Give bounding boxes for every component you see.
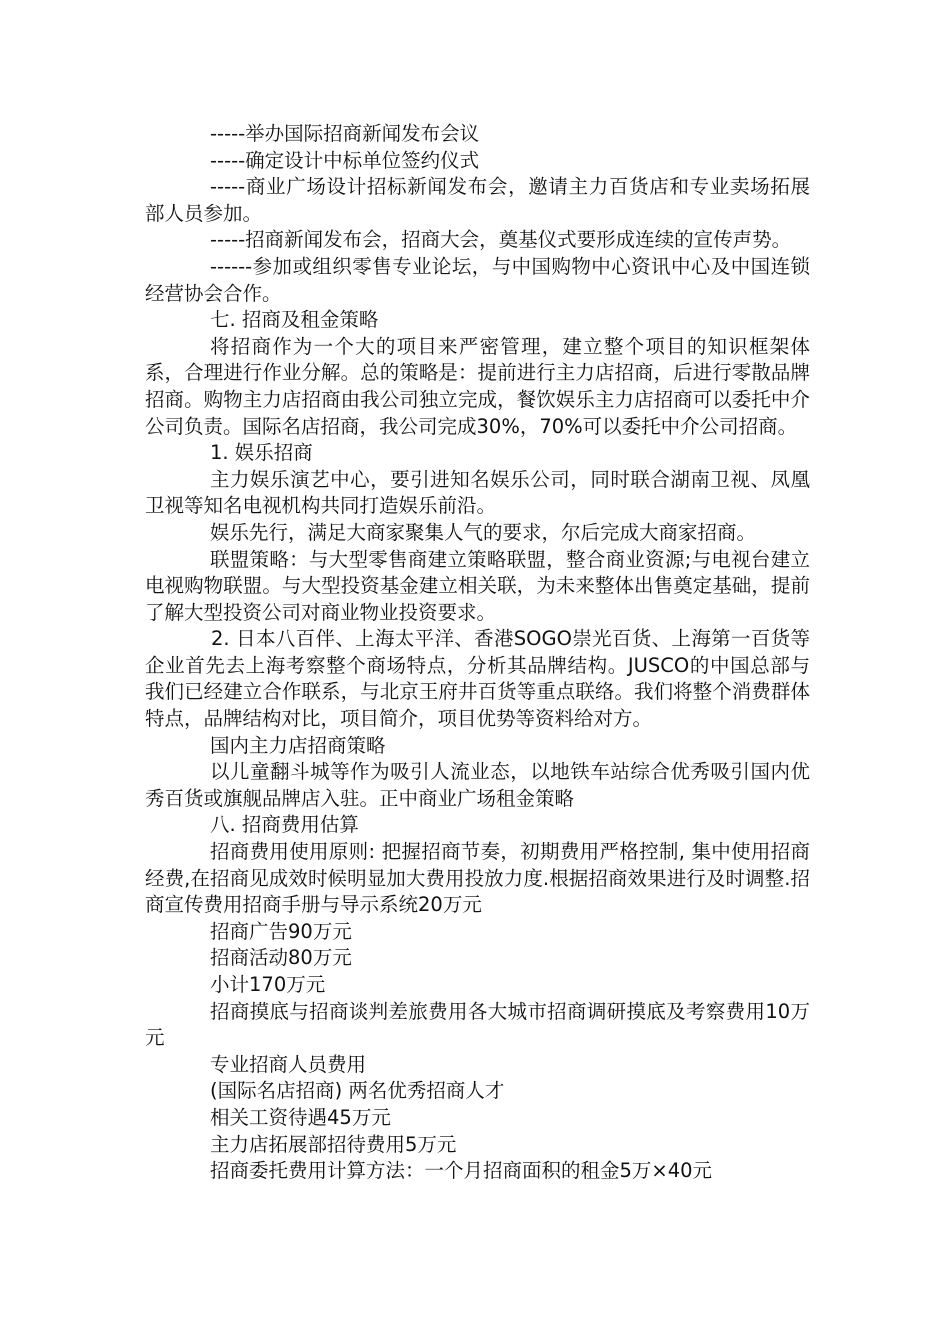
- body-paragraph: 招商摸底与招商谈判差旅费用各大城市招商调研摸底及考察费用10万元: [145, 999, 810, 1050]
- body-paragraph: -----招商新闻发布会，招商大会，奠基仪式要形成连续的宣传声势。: [210, 228, 792, 252]
- subsection-heading: 国内主力店招商策略: [210, 733, 386, 757]
- section-heading: 七. 招商及租金策略: [210, 308, 379, 332]
- cost-line: 相关工资待遇45万元: [210, 1105, 391, 1129]
- body-paragraph: 娱乐先行，满足大商家聚集人气的要求，尔后完成大商家招商。: [210, 520, 757, 544]
- body-paragraph: -----举办国际招商新闻发布会议: [210, 122, 480, 145]
- body-paragraph: 招商费用使用原则: 把握招商节奏，初期费用严格控制, 集中使用招商经费,在招商见成效时候明显加大费用投放力度.根据招商效果进行及时调整.招商宣传费用招商手册与导示系统20万元: [145, 840, 810, 917]
- body-paragraph: -----商业广场设计招标新闻发布会，邀请主力百货店和专业卖场拓展部人员参加。: [145, 175, 810, 225]
- body-paragraph: 招商委托费用计算方法：一个月招商面积的租金5万×40元: [210, 1159, 713, 1183]
- cost-line: 专业招商人员费用: [210, 1052, 367, 1076]
- body-paragraph: 主力娱乐演艺中心，要引进知名娱乐公司，同时联合湖南卫视、凤凰卫视等知名电视机构共同打造娱乐前沿。: [145, 467, 810, 518]
- cost-line: 小计170万元: [210, 973, 326, 996]
- body-paragraph: ------参加或组织零售专业论坛，与中国购物中心资讯中心及中国连锁经营协会合作。: [145, 254, 810, 305]
- body-paragraph: 2. 日本八百伴、上海太平洋、香港SOGO崇光百货、上海第一百货等企业首先去上海考察整个商场特点，分析其品牌结构。JUSCO的中国总部与我们已经建立合作联系，与北京王府井百货等重点联络。我们将整个消费群体特点，品牌结构对比，项目简介，项目优势等资料给对方。: [145, 627, 810, 731]
- cost-line: (国际名店招商) 两名优秀招商人才: [210, 1079, 505, 1103]
- cost-line: 招商活动80万元: [210, 946, 352, 970]
- body-paragraph: 以儿童翻斗城等作为吸引人流业态，以地铁车站综合优秀吸引国内优秀百货或旗舰品牌店入驻。正中商业广场租金策略: [145, 760, 810, 810]
- document-body: [145, 121, 810, 1185]
- subsection-heading: 1. 娱乐招商: [210, 441, 313, 465]
- body-paragraph: -----确定设计中标单位签约仪式: [210, 148, 480, 172]
- cost-line: 招商广告90万元: [210, 919, 352, 943]
- body-paragraph: 联盟策略：与大型零售商建立策略联盟，整合商业资源;与电视台建立电视购物联盟。与大型投资基金建立相关联，为未来整体出售奠定基础，提前了解大型投资公司对商业物业投资要求。: [145, 547, 810, 624]
- cost-line: 主力店拓展部招待费用5万元: [210, 1132, 457, 1156]
- body-paragraph: 将招商作为一个大的项目来严密管理，建立整个项目的知识框架体系，合理进行作业分解。总的策略是：提前进行主力店招商，后进行零散品牌招商。购物主力店招商由我公司独立完成，餐饮娱乐主力店招商可以委托中介公司负责。国际名店招商，我公司完成30%，70%可以委托中介公司招商。: [145, 334, 810, 438]
- section-heading: 八. 招商费用估算: [210, 813, 359, 837]
